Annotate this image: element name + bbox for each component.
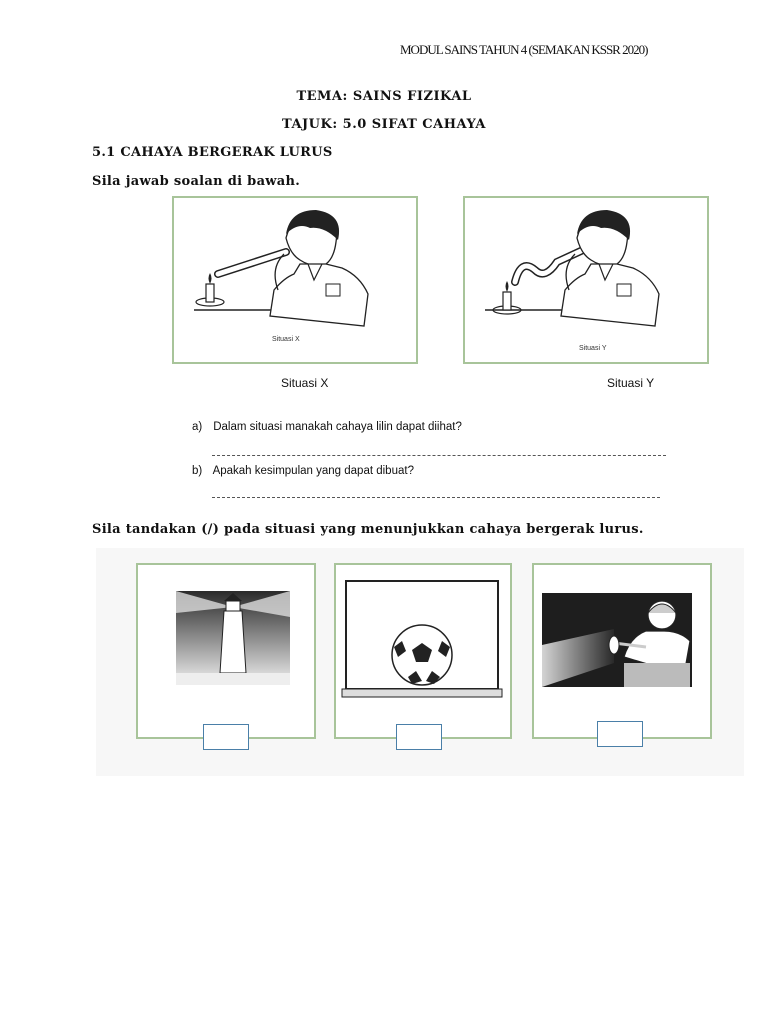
section-heading: 5.1 CAHAYA BERGERAK LURUS — [92, 145, 333, 160]
caption-situasi-y: Situasi Y — [607, 376, 655, 390]
caption-situasi-x: Situasi X — [281, 376, 329, 390]
module-header: MODUL SAINS TAHUN 4 (SEMAKAN KSSR 2020) — [400, 42, 648, 57]
inner-label-y: Situasi Y — [579, 345, 607, 352]
instruction-tick: Sila tandakan (/) pada situasi yang menunjukkan cahaya bergerak lurus. — [92, 522, 644, 537]
question-b-text: Apakah kesimpulan yang dapat dibuat? — [212, 465, 414, 477]
question-b-label: b) — [192, 465, 203, 477]
football-icon — [336, 565, 510, 737]
figure-situasi-y — [463, 196, 709, 364]
answer-line-a[interactable] — [212, 455, 666, 456]
question-a — [192, 421, 462, 433]
motorcycle-headlight-icon — [534, 565, 710, 737]
lighthouse-icon — [138, 565, 314, 737]
figure-situasi-x — [172, 196, 418, 364]
theme-heading: TEMA: SAINS FIZIKAL — [296, 89, 472, 104]
topic-heading: TAJUK: 5.0 SIFAT CAHAYA — [281, 117, 486, 132]
question-a-label: a) — [192, 421, 203, 433]
picture-motorcycle — [532, 563, 712, 739]
question-a-text: Dalam situasi manakah cahaya lilin dapat diihat? — [213, 421, 462, 433]
boy-bent-tube-illustration — [465, 198, 707, 362]
picture-football — [334, 563, 512, 739]
inner-label-x: Situasi X — [272, 336, 300, 343]
picture-lighthouse — [136, 563, 316, 739]
tick-box-football[interactable] — [396, 724, 442, 750]
tick-box-motorcycle[interactable] — [597, 721, 643, 747]
tick-box-lighthouse[interactable] — [203, 724, 249, 750]
instruction-answer: Sila jawab soalan di bawah. — [92, 174, 301, 189]
answer-line-b[interactable] — [212, 497, 660, 498]
question-b — [192, 465, 414, 477]
boy-straight-tube-illustration — [174, 198, 416, 362]
